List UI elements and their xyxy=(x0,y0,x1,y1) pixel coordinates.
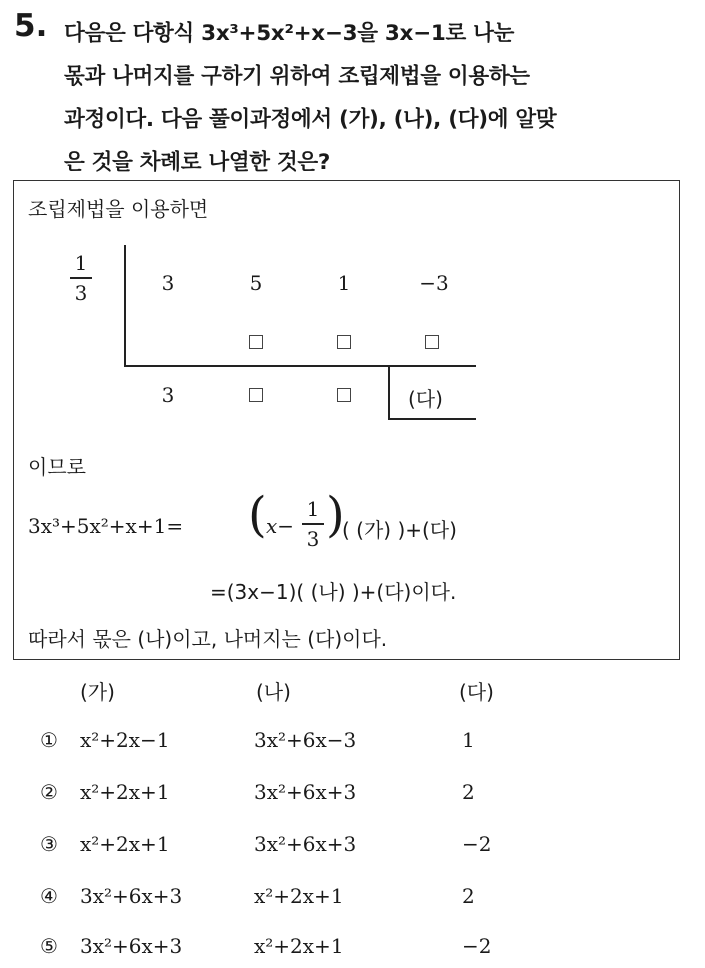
eq1-fraction-denominator: 3 xyxy=(306,526,320,551)
equation-1-left xyxy=(28,514,183,538)
option-da: −2 xyxy=(462,934,492,958)
option-na: 3x²+6x+3 xyxy=(254,780,357,804)
option-da: 2 xyxy=(462,884,475,908)
option-marker[interactable]: ④ xyxy=(40,884,58,908)
result-remainder: (다) xyxy=(408,387,443,411)
equals-sign: = xyxy=(166,514,184,538)
blank-box xyxy=(425,335,439,349)
question-number: 5. xyxy=(14,8,48,44)
paren-open: ( xyxy=(248,487,267,543)
equation-1-rest: ( (가) )+(다) xyxy=(342,518,457,542)
option-marker[interactable]: ③ xyxy=(40,832,58,856)
synthetic-horizontal-line xyxy=(124,365,476,367)
eq1-fraction xyxy=(302,497,324,551)
intro-text: 조립제법을 이용하면 xyxy=(28,197,209,221)
eq1-fraction-numerator: 1 xyxy=(306,497,320,521)
option-ga: 3x²+6x+3 xyxy=(80,884,183,908)
remainder-vertical-line xyxy=(388,365,390,419)
option-ga: x²+2x−1 xyxy=(80,728,170,752)
coefficient-4: −3 xyxy=(419,271,449,295)
option-ga: x²+2x+1 xyxy=(80,780,170,804)
divisor-fraction xyxy=(70,251,92,305)
header-na: (나) xyxy=(256,680,291,704)
divisor-denominator: 3 xyxy=(74,280,88,305)
option-na: x²+2x+1 xyxy=(254,934,344,958)
option-ga: 3x²+6x+3 xyxy=(80,934,183,958)
paren-close: ) xyxy=(326,487,345,543)
option-marker[interactable]: ② xyxy=(40,780,58,804)
blank-box xyxy=(337,335,351,349)
blank-box xyxy=(249,388,263,402)
result-first: 3 xyxy=(161,383,175,407)
question-line-3: 과정이다. 다음 풀이과정에서 (가), (나), (다)에 알맞 xyxy=(64,107,557,132)
conclusion-text: 따라서 몫은 (나)이고, 나머지는 (다)이다. xyxy=(28,627,388,651)
coefficient-1: 3 xyxy=(161,271,175,295)
divisor-numerator: 1 xyxy=(74,251,88,275)
middle-text: 이므로 xyxy=(28,455,86,479)
coefficient-2: 5 xyxy=(249,271,263,295)
blank-box xyxy=(249,335,263,349)
question-line-4: 은 것을 차례로 나열한 것은? xyxy=(64,150,331,175)
header-ga: (가) xyxy=(80,680,115,704)
option-marker[interactable]: ⑤ xyxy=(40,934,58,958)
option-marker[interactable]: ① xyxy=(40,728,58,752)
solution-box xyxy=(13,180,680,660)
question-text xyxy=(64,12,694,184)
coefficient-3: 1 xyxy=(337,271,351,295)
header-da: (다) xyxy=(459,680,494,704)
fraction-bar xyxy=(302,523,324,525)
blank-box xyxy=(337,388,351,402)
option-na: 3x²+6x+3 xyxy=(254,832,357,856)
question-line-2: 몫과 나머지를 구하기 위하여 조립제법을 이용하는 xyxy=(64,64,530,89)
option-da: −2 xyxy=(462,832,492,856)
option-na: 3x²+6x−3 xyxy=(254,728,357,752)
fraction-bar xyxy=(70,277,92,279)
remainder-horizontal-line xyxy=(388,418,476,420)
option-da: 1 xyxy=(462,728,475,752)
x-minus: x− xyxy=(266,514,295,538)
option-ga: x²+2x+1 xyxy=(80,832,170,856)
option-da: 2 xyxy=(462,780,475,804)
option-na: x²+2x+1 xyxy=(254,884,344,908)
synthetic-vertical-line xyxy=(124,245,126,365)
equation-1-lhs: 3x³+5x²+x+1 xyxy=(28,514,167,538)
equation-2: =(3x−1)( (나) )+(다)이다. xyxy=(210,580,457,604)
question-line-1: 다음은 다항식 3x³+5x²+x−3을 3x−1로 나눈 xyxy=(64,21,515,46)
